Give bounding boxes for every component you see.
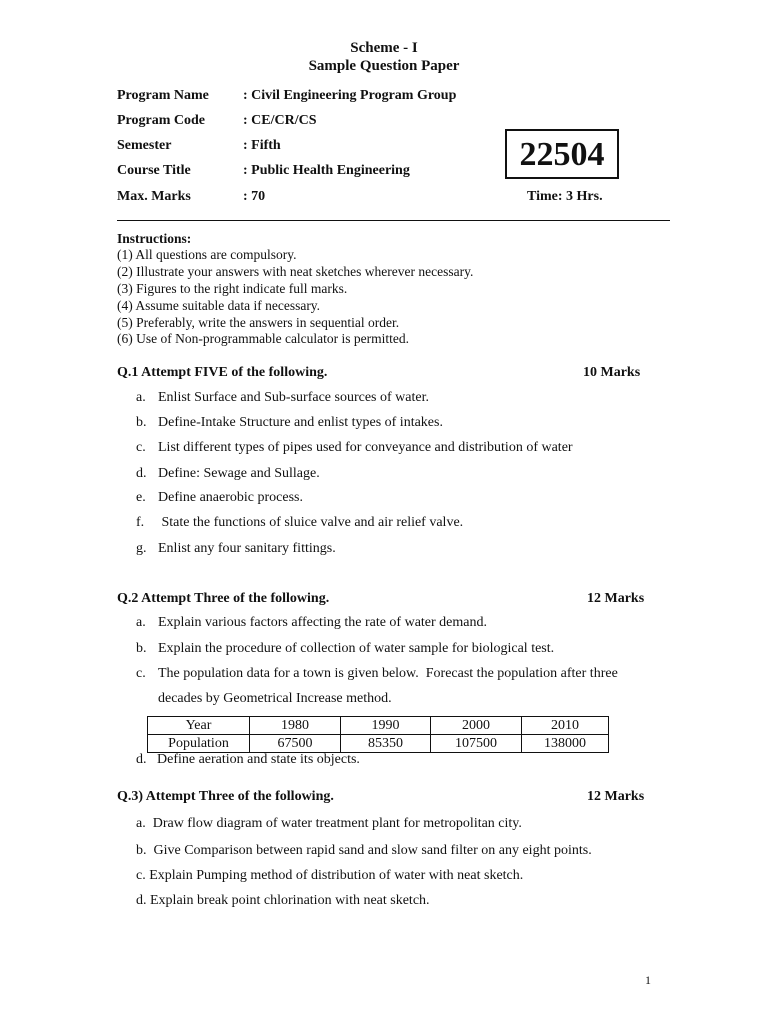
- instruction-item: (4) Assume suitable data if necessary.: [117, 298, 321, 313]
- q2-item-a: a. Explain various factors affecting the rate of water demand.: [136, 615, 487, 630]
- q2-heading: Q.2 Attempt Three of the following.: [117, 591, 330, 606]
- program-code-label: Program Code: [117, 113, 205, 128]
- table-cell: Population: [148, 735, 250, 753]
- table-cell: 2000: [431, 717, 522, 735]
- time-label: Time: 3 Hrs.: [527, 189, 603, 204]
- program-code-value: : CE/CR/CS: [243, 113, 317, 128]
- q1-item-d: d. Define: Sewage and Sullage.: [136, 466, 320, 481]
- q3-marks: 12 Marks: [587, 789, 645, 804]
- instruction-item: (5) Preferably, write the answers in sequential order.: [117, 315, 400, 330]
- q2-item-b: b. Explain the procedure of collection of water sample for biological test.: [136, 641, 555, 656]
- semester-label: Semester: [117, 138, 172, 153]
- q1-item-a: a. Enlist Surface and Sub-surface sources of water.: [136, 390, 429, 405]
- table-row: [148, 735, 609, 753]
- q1-item-g: g. Enlist any four sanitary fittings.: [136, 541, 336, 556]
- table-cell: 138000: [522, 735, 609, 753]
- program-name-value: : Civil Engineering Program Group: [243, 88, 457, 103]
- table-cell: 67500: [250, 735, 341, 753]
- q1-item-f: f. State the functions of sluice valve and air relief valve.: [136, 515, 464, 530]
- table-cell: 107500: [431, 735, 522, 753]
- q2-item-c: c. The population data for a town is given below. Forecast the population after three: [136, 666, 618, 681]
- program-name-label: Program Name: [117, 88, 209, 103]
- instructions-heading: Instructions:: [117, 231, 192, 246]
- page-number: 1: [645, 973, 651, 987]
- q1-item-b: b. Define-Intake Structure and enlist types of intakes.: [136, 415, 443, 430]
- divider: [117, 220, 670, 221]
- table-cell: 1990: [341, 717, 431, 735]
- table-row: [148, 717, 609, 735]
- q2-item-d: d. Define aeration and state its objects.: [136, 752, 360, 767]
- table-cell: 1980: [250, 717, 341, 735]
- course-code-box: 22504: [505, 129, 619, 179]
- q3-item-b: b. Give Comparison between rapid sand and slow sand filter on any eight points.: [136, 843, 592, 858]
- q3-heading: Q.3) Attempt Three of the following.: [117, 789, 334, 804]
- q2-item-c-continued: decades by Geometrical Increase method.: [158, 691, 392, 706]
- q1-marks: 10 Marks: [583, 365, 641, 380]
- q3-item-c: c. Explain Pumping method of distribution of water with neat sketch.: [136, 868, 524, 883]
- instruction-item: (1) All questions are compulsory.: [117, 247, 297, 262]
- paper-title: Sample Question Paper: [308, 58, 460, 74]
- q1-heading: Q.1 Attempt FIVE of the following.: [117, 365, 328, 380]
- table-cell: 2010: [522, 717, 609, 735]
- q3-item-a: a. Draw flow diagram of water treatment plant for metropolitan city.: [136, 816, 522, 831]
- instruction-item: (3) Figures to the right indicate full marks.: [117, 281, 348, 296]
- instruction-item: (2) Illustrate your answers with neat sketches wherever necessary.: [117, 264, 474, 279]
- table-cell: Year: [148, 717, 250, 735]
- semester-value: : Fifth: [243, 138, 281, 153]
- course-title-label: Course Title: [117, 163, 191, 178]
- instruction-item: (6) Use of Non-programmable calculator is permitted.: [117, 331, 410, 346]
- max-marks-value: : 70: [243, 189, 266, 204]
- q2-marks: 12 Marks: [587, 591, 645, 606]
- course-title-value: : Public Health Engineering: [243, 163, 410, 178]
- population-table: [147, 716, 609, 753]
- q1-item-e: e. Define anaerobic process.: [136, 490, 303, 505]
- q1-item-c: c. List different types of pipes used for conveyance and distribution of water: [136, 440, 573, 455]
- scheme-label: Scheme - I: [350, 40, 418, 56]
- q3-item-d: d. Explain break point chlorination with neat sketch.: [136, 893, 430, 908]
- max-marks-label: Max. Marks: [117, 189, 191, 204]
- table-cell: 85350: [341, 735, 431, 753]
